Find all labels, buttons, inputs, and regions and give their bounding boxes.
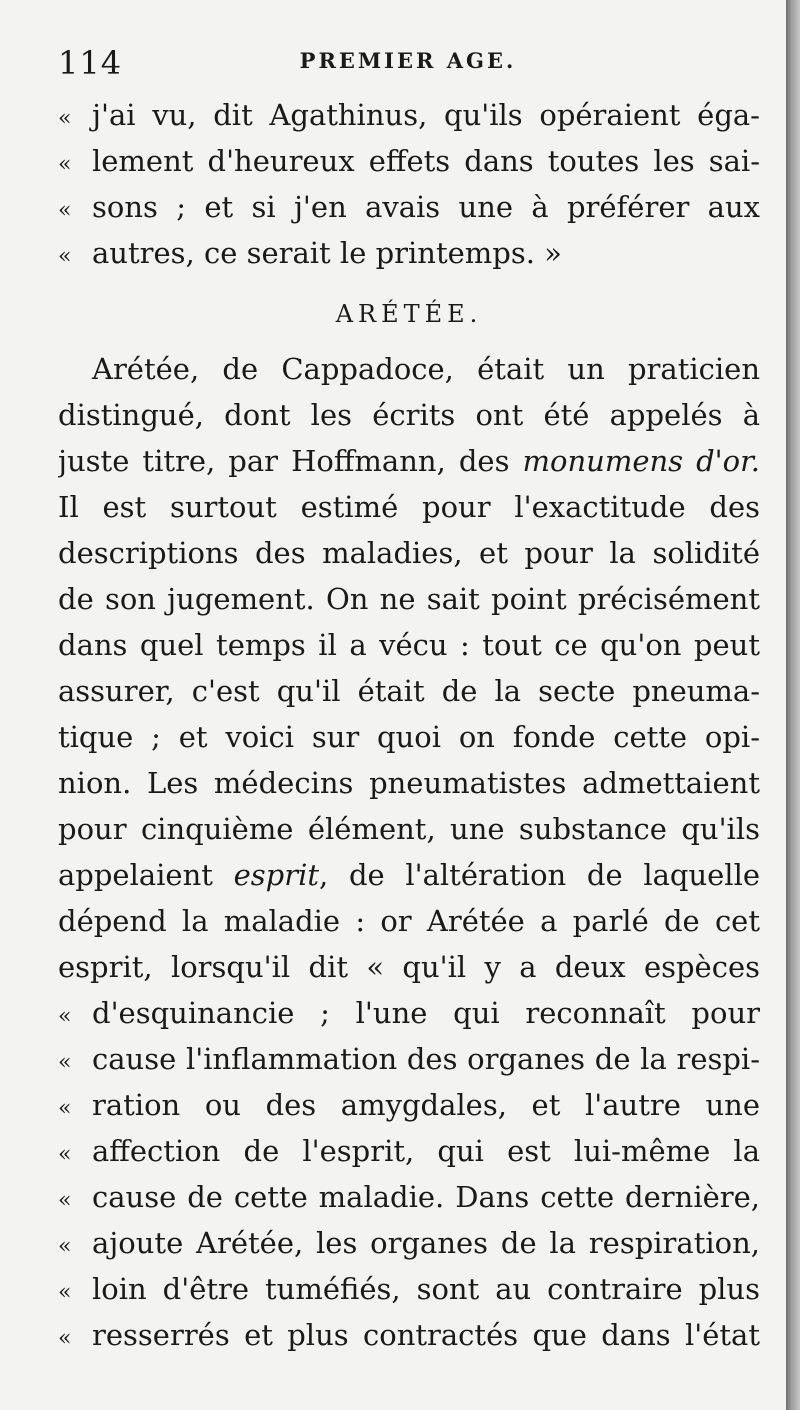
text-line (58, 944, 760, 990)
page-header (58, 44, 758, 84)
italic-text: esprit (233, 858, 320, 892)
line-text: ration ou des amygdales, et l'autre une (92, 1088, 760, 1122)
line-text: appelaient (58, 858, 213, 892)
quote-mark: « (58, 198, 72, 223)
text-line (58, 622, 760, 668)
text-line (58, 184, 760, 230)
text-line (58, 1174, 760, 1220)
line-text: cause de cette maladie. Dans cette dernière, (92, 1180, 760, 1214)
line-text: sons ; et si j'en avais une à préférer aux (92, 190, 760, 224)
text-line (58, 346, 760, 392)
section-title: ARÉTÉE. (335, 300, 483, 328)
quote-mark: « (58, 152, 72, 177)
italic-text: monumens d'or. (522, 444, 760, 478)
line-text: j'ai vu, dit Agathinus, qu'ils opéraient éga- (92, 98, 760, 132)
text-line (58, 1036, 760, 1082)
text-line (58, 576, 760, 622)
line-text: tique ; et voici sur quoi on fonde cette opi- (58, 720, 760, 754)
text-line (58, 1128, 760, 1174)
line-text: loin d'être tuméfiés, sont au contraire plus (92, 1272, 760, 1306)
text-line (58, 1220, 760, 1266)
line-text: esprit, lorsqu'il dit « qu'il y a deux espèces (58, 950, 760, 984)
quote-mark: « (58, 1188, 72, 1213)
quote-mark: « (58, 1280, 72, 1305)
text-line (58, 852, 760, 898)
text-line (58, 484, 760, 530)
line-text: resserrés et plus contractés que dans l'état (92, 1318, 760, 1352)
line-text: autres, ce serait le printemps. » (92, 236, 562, 270)
quote-mark: « (58, 1050, 72, 1075)
line-text: de son jugement. On ne sait point précisément (58, 582, 760, 616)
line-text: Il est surtout estimé pour l'exactitude des (58, 490, 760, 524)
line-text: dans quel temps il a vécu : tout ce qu'on peut (58, 628, 760, 662)
quote-mark: « (58, 1004, 72, 1029)
line-text: distingué, dont les écrits ont été appelés à (58, 398, 760, 432)
running-head: PREMIER AGE. (299, 48, 517, 73)
text-line (58, 392, 760, 438)
line-text: descriptions des maladies, et pour la solidité (58, 536, 760, 570)
line-text: pour cinquième élément, une substance qu'ils (58, 812, 760, 846)
line-text: assurer, c'est qu'il était de la secte pneuma- (58, 674, 760, 708)
line-text: d'esquinancie ; l'une qui reconnaît pour (92, 996, 760, 1030)
text-line (58, 138, 760, 184)
line-text: juste titre, par Hoffmann, des (58, 444, 510, 478)
quote-mark: « (58, 1142, 72, 1167)
line-text: cause l'inflammation des organes de la respi- (92, 1042, 760, 1076)
text-line (58, 530, 760, 576)
line-text: nion. Les médecins pneumatistes admettaient (58, 766, 760, 800)
line-text: affection de l'esprit, qui est lui-même la (92, 1134, 760, 1168)
text-line (58, 1312, 760, 1358)
text-line (58, 714, 760, 760)
text-line (58, 668, 760, 714)
text-line (58, 230, 760, 276)
quote-mark: « (58, 106, 72, 131)
quote-mark: « (58, 1326, 72, 1351)
line-text: lement d'heureux effets dans toutes les sai- (92, 144, 760, 178)
text-line (58, 438, 760, 484)
text-line (58, 1266, 760, 1312)
text-line (58, 898, 760, 944)
text-line (58, 990, 760, 1036)
quote-mark: « (58, 244, 72, 269)
quote-mark: « (58, 1234, 72, 1259)
line-text: Arétée, de Cappadoce, était un praticien (92, 352, 760, 386)
text-line (58, 806, 760, 852)
text-line (58, 760, 760, 806)
text-block (58, 92, 760, 1358)
page-number: 114 (58, 44, 123, 82)
line-text: , de l'altération de laquelle (319, 858, 760, 892)
quote-mark: « (58, 1096, 72, 1121)
line-text: ajoute Arétée, les organes de la respiration, (92, 1226, 760, 1260)
text-line (58, 1082, 760, 1128)
page-edge-shadow (786, 0, 800, 1410)
line-text: dépend la maladie : or Arétée a parlé de cet (58, 904, 760, 938)
text-line (58, 92, 760, 138)
